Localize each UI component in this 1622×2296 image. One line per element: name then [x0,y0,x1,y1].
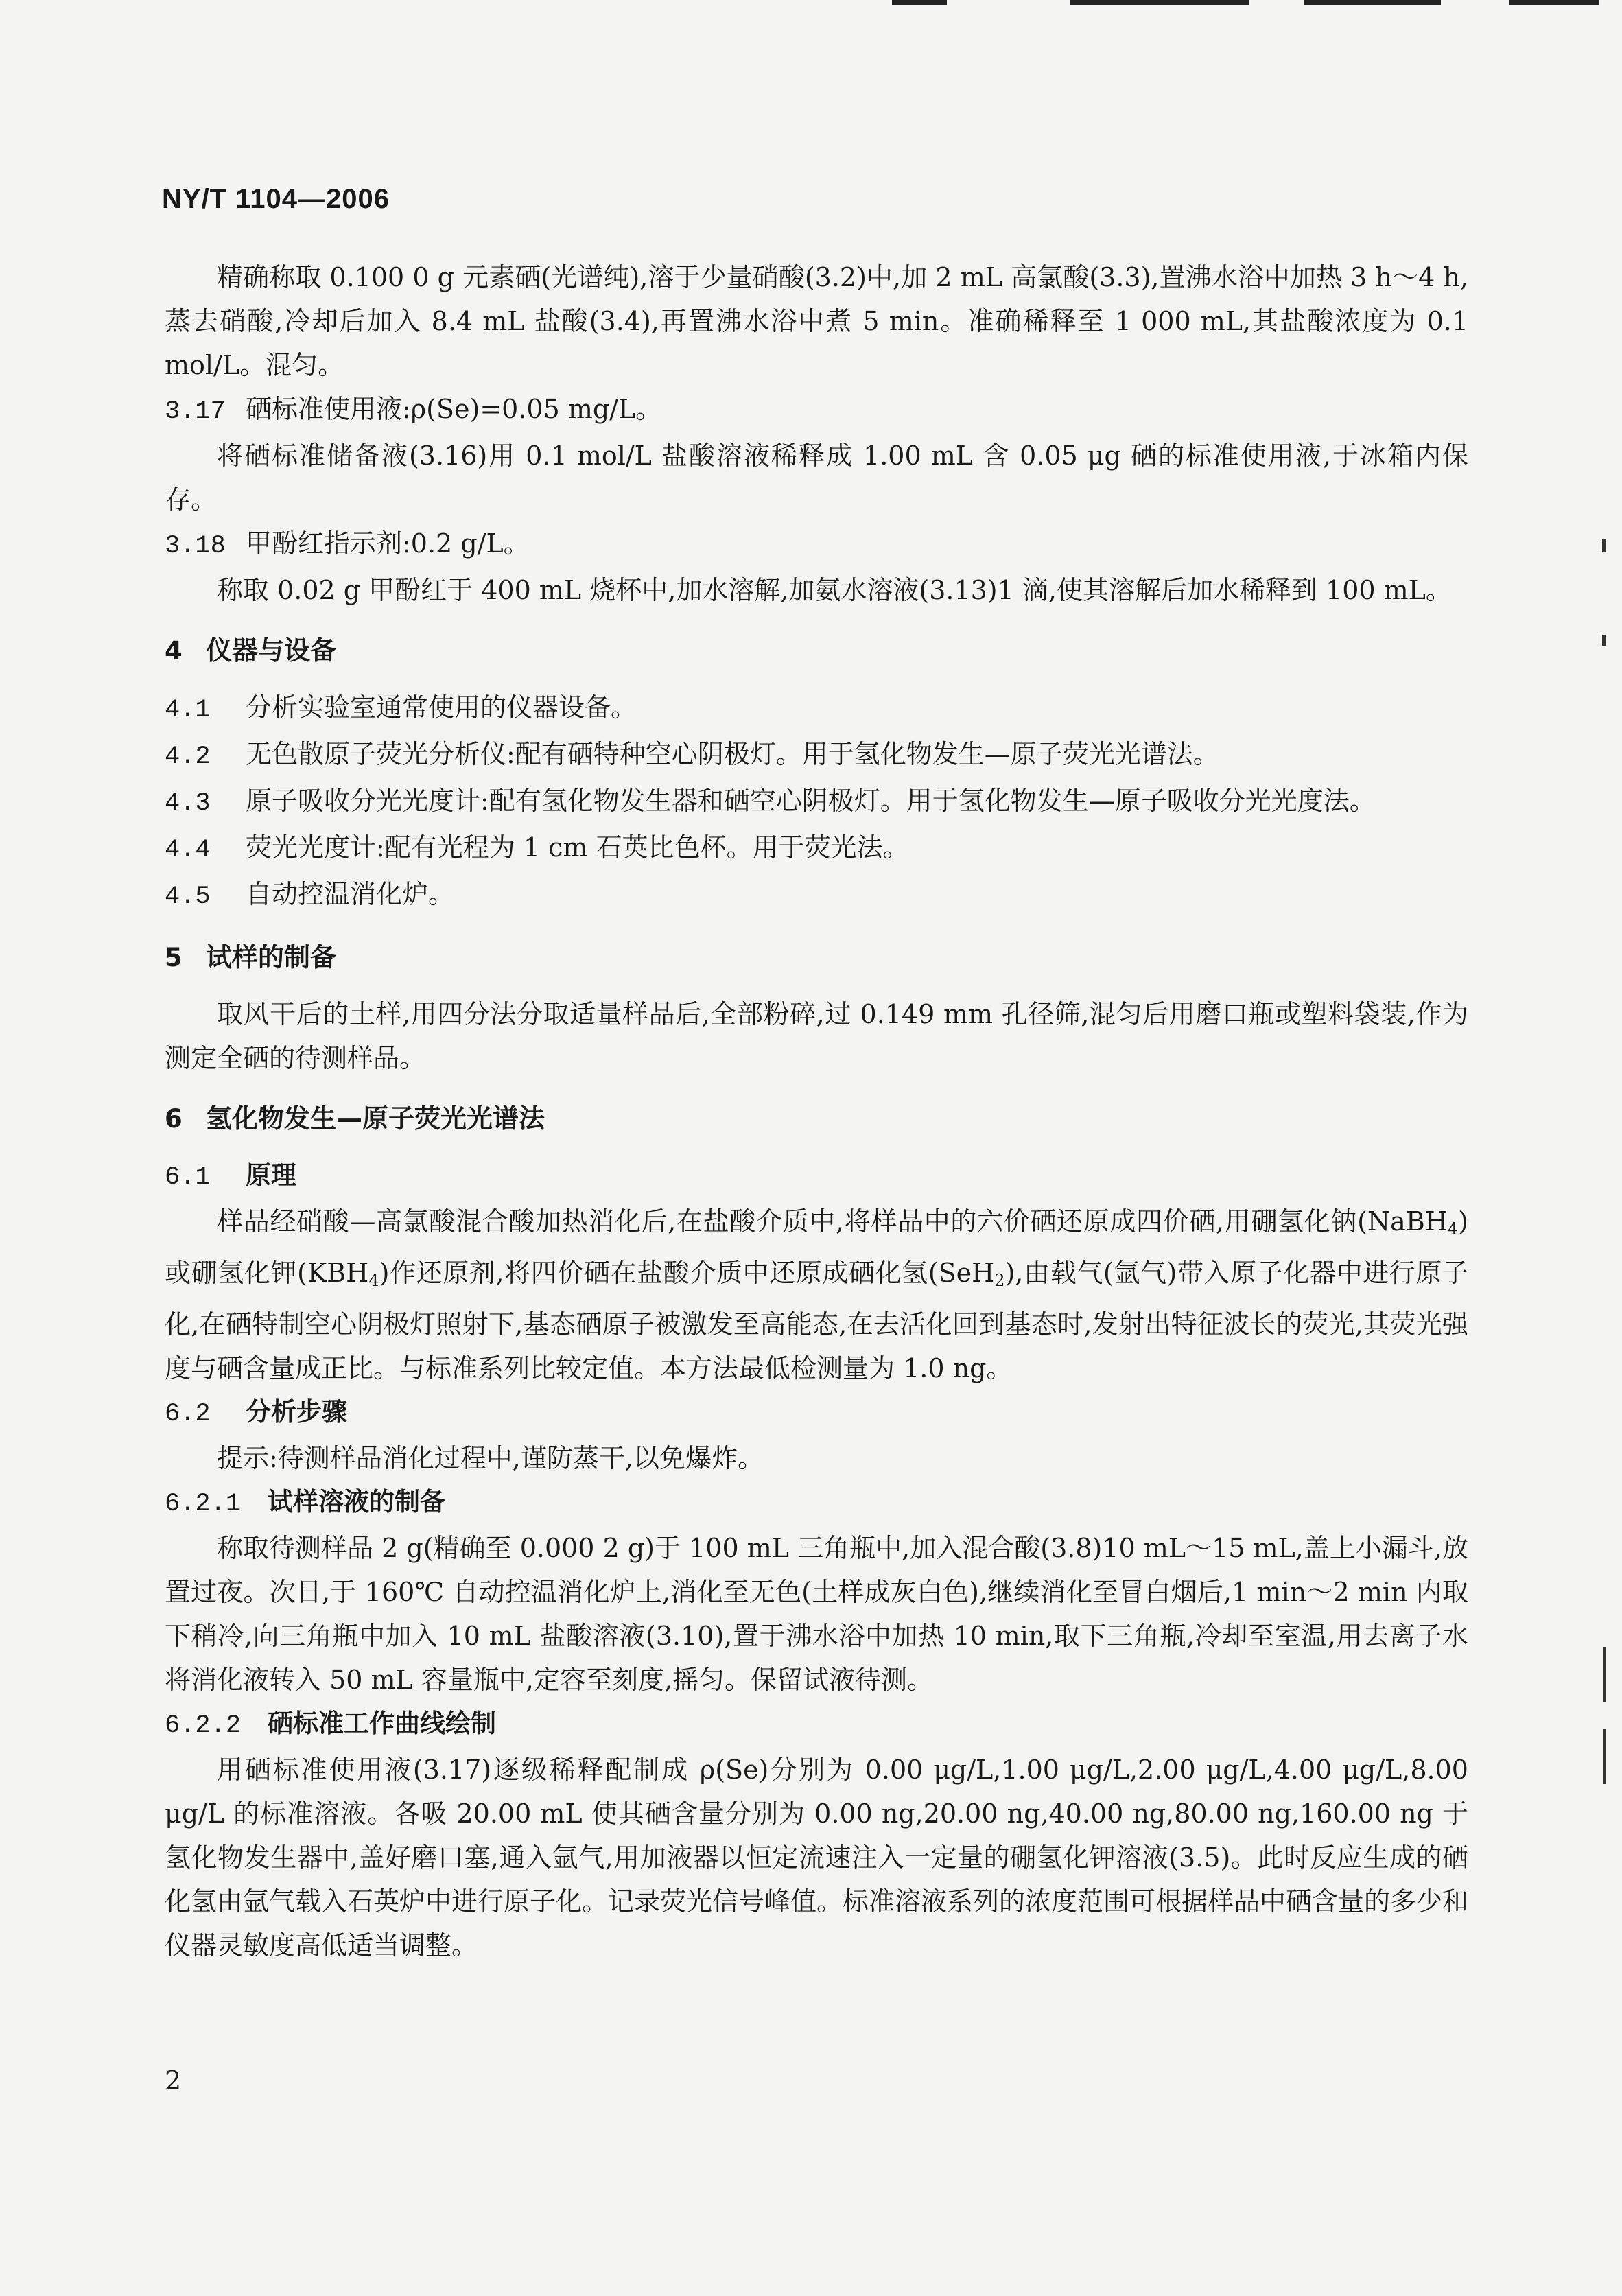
paragraph: 称取待测样品 2 g(精确至 0.000 2 g)于 100 mL 三角瓶中,加入混合酸(3.8)10 mL～15 mL,盖上小漏斗,放置过夜。次日,于 160℃ 自动控温消化炉上,消化至无色(土样成灰白色),继续消化至冒白烟后,1 min～2 min 内取下稍冷,向三角瓶中加入 10 mL 盐酸溶液(3.10),置于沸水浴中加热 10 min,取下三角瓶,冷却至室温,用去离子水将消化液转入 50 mL 容量瓶中,定容至刻度,摇匀。保留试液待测。 [165,1533,1468,1695]
clause-4-3 [165,779,1468,825]
clause-text: 分析实验室通常使用的仪器设备。 [246,692,637,723]
paragraph: 将硒标准储备液(3.16)用 0.1 mol/L 盐酸溶液稀释成 1.00 mL 含 0.05 μg 硒的标准使用液,于冰箱内保存。 [165,441,1468,515]
subscript: 2 [994,1271,1005,1290]
clause-4-4 [165,825,1468,872]
text-run: )作还原剂,将四价硒在盐酸介质中还原成硒化氢(SeH [379,1258,995,1288]
paragraph: 取风干后的土样,用四分法分取适量样品后,全部粉碎,过 0.149 mm 孔径筛,混匀后用磨口瓶或塑料袋装,作为测定全硒的待测样品。 [165,999,1468,1073]
clause-number: 3.17 [165,397,226,426]
clause-title: 原理 [246,1160,296,1190]
clause-title: 分析步骤 [246,1397,347,1427]
scan-artifact [1070,0,1249,5]
clause-number: 6.2.2 [165,1711,242,1740]
clause-number: 6.1 [165,1163,211,1192]
section-number: 4 [165,636,183,666]
scan-artifact [892,0,947,5]
clause-number: 3.18 [165,532,226,561]
clause-text: 原子吸收分光光度计:配有氢化物发生器和硒空心阴极灯。用于氢化物发生—原子吸收分光光度法。 [246,786,1376,816]
section-title: 氢化物发生—原子荧光光谱法 [206,1103,545,1134]
section-number: 6 [165,1104,183,1134]
clause-4-2 [165,732,1468,779]
scan-artifact [1509,0,1599,5]
clause-number: 6.2 [165,1400,211,1429]
section-title: 试样的制备 [206,942,337,972]
paragraph: 精确称取 0.100 0 g 元素硒(光谱纯),溶于少量硝酸(3.2)中,加 2 mL 高氯酸(3.3),置沸水浴中加热 3 h～4 h,蒸去硝酸,冷却后加入 8.4 mL 盐酸(3.4),再置沸水浴中煮 5 min。准确稀释至 1 000 mL,其盐酸浓度为 0.1 mol/L。混匀。 [165,262,1468,380]
clause-title: 硒标准工作曲线绘制 [268,1709,496,1738]
scan-artifact [1602,635,1606,646]
clause-3-18 [165,522,1468,568]
section-number: 5 [165,943,183,972]
paragraph: 用硒标准使用液(3.17)逐级稀释配制成 ρ(Se)分别为 0.00 μg/L,1.00 μg/L,2.00 μg/L,4.00 μg/L,8.00 μg/L 的标准溶液。各吸 20.00 mL 使其硒含量分别为 0.00 ng,20.00 ng,40.00 ng,80.00 ng,160.00 ng 于氢化物发生器中,盖好磨口塞,通入氩气,用加液器以恒定流速注入一定量的硼氢化钾溶液(3.5)。此时反应生成的硒化氢由氩气载入石英炉中进行原子化。记录荧光信号峰值。标准溶液系列的浓度范围可根据样品中硒含量的多少和仪器灵敏度高低适当调整。 [165,1755,1469,1960]
clause-4-1 [165,686,1468,732]
paragraph: 称取 0.02 g 甲酚红于 400 mL 烧杯中,加水溶解,加氨水溶液(3.13)1 滴,使其溶解后加水稀释到 100 mL。 [217,575,1452,605]
section-title: 仪器与设备 [206,635,337,666]
scan-artifact [1603,1729,1606,1784]
standard-code: NY/T 1104—2006 [162,184,390,214]
clause-number: 4.4 [165,836,211,865]
clause-number: 4.2 [165,742,211,771]
text-run: )或硼氢化钾(KBH [165,1206,1468,1288]
clause-6-2-heading [165,1390,1468,1436]
clause-number: 4.5 [165,882,211,911]
clause-title: 甲酚红指示剂:0.2 g/L。 [246,528,530,559]
section-5-heading [165,935,1468,980]
clause-text: 无色散原子荧光分析仪:配有硒特种空心阴极灯。用于氢化物发生—原子荧光光谱法。 [246,739,1219,769]
clause-4-5 [165,872,1468,919]
clause-text: 荧光光度计:配有光程为 1 cm 石英比色杯。用于荧光法。 [246,832,909,863]
body-content [165,255,1468,1967]
page-number: 2 [165,2065,182,2096]
text-run: ),由载气(氩气)带入原子化器中进行原子化,在硒特制空心阴极灯照射下,基态硒原子被激发至高能态,在去活化回到基态时,发射出特征波长的荧光,其荧光强度与硒含量成正比。与标准系列比较定值。本方法最低检测量为 1.0 ng。 [165,1258,1468,1383]
clause-3-17 [165,387,1468,434]
section-6-heading [165,1097,1468,1141]
clause-number: 4.1 [165,696,211,725]
clause-6-2-1-heading [165,1480,1468,1526]
clause-title: 试样溶液的制备 [268,1487,445,1516]
subscript: 4 [1447,1219,1459,1239]
scan-artifact [1602,539,1606,552]
scan-artifact [1603,1647,1606,1702]
clause-text: 自动控温消化炉。 [246,879,455,909]
clause-title: 硒标准使用液:ρ(Se)=0.05 mg/L。 [246,394,662,424]
clause-6-1-heading [165,1153,1468,1199]
subscript: 4 [368,1271,379,1290]
clause-6-2-2-heading [165,1702,1468,1748]
scan-artifact [1304,0,1441,5]
paragraph: 提示:待测样品消化过程中,谨防蒸干,以免爆炸。 [217,1443,764,1473]
clause-number: 6.2.1 [165,1490,242,1519]
paragraph-principle [165,1199,1468,1390]
text-run: 样品经硝酸—高氯酸混合酸加热消化后,在盐酸介质中,将样品中的六价硒还原成四价硒,用硼氢化钠(NaBH [217,1206,1448,1237]
clause-number: 4.3 [165,789,211,818]
section-4-heading [165,629,1468,673]
